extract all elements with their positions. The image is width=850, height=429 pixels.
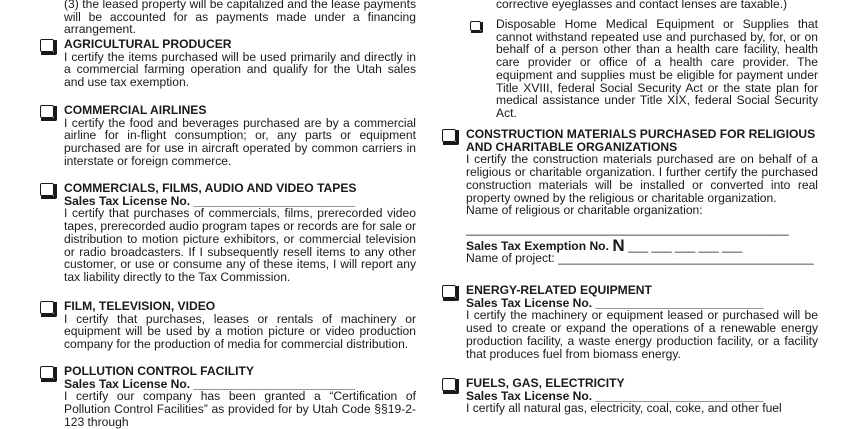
pollution-control-checkbox[interactable] bbox=[40, 366, 54, 379]
section-heading: POLLUTION CONTROL FACILITY bbox=[64, 364, 254, 378]
section-pollution-control bbox=[36, 365, 416, 429]
sales-tax-license-field[interactable]: Sales Tax License No. _________________________ bbox=[466, 295, 764, 310]
section-heading: COMMERCIALS, FILMS, AUDIO AND VIDEO TAPES bbox=[64, 181, 357, 195]
commercial-airlines-checkbox[interactable] bbox=[40, 105, 54, 118]
section-fuels-gas-electricity bbox=[438, 377, 818, 415]
section-body: I certify the machinery or equipment leased or purchased will be used to create or expand the operations of a renewable energy production facility, a waste energy production facility, or a facility that produces fuel from biomass energy. bbox=[466, 308, 818, 361]
section-construction-materials bbox=[438, 128, 818, 265]
section-heading: ENERGY-RELATED EQUIPMENT bbox=[466, 283, 652, 297]
disposable-medical-equipment-checkbox[interactable] bbox=[470, 21, 481, 31]
fuels-gas-electricity-checkbox[interactable] bbox=[442, 378, 456, 391]
section-heading: COMMERCIAL AIRLINES bbox=[64, 103, 207, 117]
section-body: I certify that purchases, leases or rentals of machinery or equipment will be used by a motion picture or video production company for the production of media for commercial distribution. bbox=[64, 311, 416, 352]
exemption-label: Sales Tax Exemption No. bbox=[466, 238, 609, 253]
section-film-television-video bbox=[36, 300, 416, 351]
exemption-prefix: N bbox=[612, 235, 625, 255]
section-body: I certify the food and beverages purchased are by a commercial airline for in-flight consumption; or, any parts or equipment purchased are for use in aircraft operated by common carriers in interstate or foreign commerce. bbox=[64, 115, 416, 168]
organization-name-label: Name of religious or charitable organization: bbox=[466, 203, 703, 218]
intro-text: corrective eyeglasses and contact lenses are taxable.) bbox=[496, 0, 788, 11]
right-column bbox=[438, 0, 818, 416]
section-body: I certify all natural gas, electricity, coal, coke, and other fuel bbox=[466, 401, 782, 416]
intro-text: (3) the leased property will be capitalized and the lease payments will be accounted for as payments made under a financing arrangement. bbox=[64, 0, 416, 37]
section-commercials-films bbox=[36, 182, 416, 284]
section-commercial-airlines bbox=[36, 104, 416, 168]
section-body: I certify the items purchased will be used primarily and directly in a commercial farming operation and qualify for the Utah sales and use tax exemption. bbox=[64, 49, 416, 90]
sales-tax-license-field[interactable]: Sales Tax License No. _________________________ bbox=[466, 388, 764, 403]
exemption-blanks: ___ ___ ___ ___ ___ bbox=[627, 238, 743, 253]
section-body: I certify our company has been granted a “Certification of Pollution Control Facilities” as provided for by Utah Code §§19-2-123 through bbox=[64, 389, 416, 429]
disposable-medical-equipment-item bbox=[438, 18, 818, 120]
project-name-field[interactable]: Name of project: ______________________________________ bbox=[466, 251, 814, 266]
section-agricultural-producer bbox=[36, 38, 416, 89]
film-television-video-checkbox[interactable] bbox=[40, 301, 54, 314]
section-energy-related-equipment bbox=[438, 284, 818, 360]
intro-block-left bbox=[36, 0, 416, 36]
energy-related-equipment-checkbox[interactable] bbox=[442, 285, 456, 298]
section-heading: FUELS, GAS, ELECTRICITY bbox=[466, 376, 625, 390]
section-heading: FILM, TELEVISION, VIDEO bbox=[64, 299, 216, 313]
sales-tax-license-field[interactable]: Sales Tax License No. ________________________ bbox=[64, 193, 355, 208]
section-heading: AGRICULTURAL PRODUCER bbox=[64, 37, 232, 51]
intro-block-right bbox=[438, 0, 818, 11]
section-body: I certify the construction materials purchased are on behalf of a religious or charitable organization. I further certify the purchased construction materials will be installed or converted into real property owned by the religious or charitable organization. bbox=[466, 152, 818, 205]
section-heading: CONSTRUCTION MATERIALS PURCHASED FOR RELIGIOUS AND CHARITABLE ORGANIZATIONS bbox=[466, 127, 816, 154]
agricultural-producer-checkbox[interactable] bbox=[40, 39, 54, 52]
commercials-films-checkbox[interactable] bbox=[40, 183, 54, 196]
organization-name-field[interactable]: ________________________________________________ bbox=[466, 221, 789, 236]
bullet-item-text: Disposable Home Medical Equipment or Supplies that cannot withstand repeated use and purchased by, for, or on behalf of a person other than a health care facility, health care provider or office of a health care provider. The equipment and supplies must be eligible for payment under Title XVIII, federal Social Security Act or the state plan for medical assistance under Title XIX, federal Social Security Act. bbox=[496, 17, 818, 120]
construction-materials-checkbox[interactable] bbox=[442, 129, 456, 142]
sales-tax-license-field[interactable]: Sales Tax License No. ________________________ bbox=[64, 376, 355, 391]
section-body: I certify that purchases of commercials, films, prerecorded video tapes, prerecorded audio program tapes or records are for sale or distribution to motion picture exhibitors, or commercial television or radio broadcasters. If I subsequently resell items to any other customer, or use or consume any of these items, I will report any tax liability directly to the Tax Commission. bbox=[64, 206, 416, 284]
